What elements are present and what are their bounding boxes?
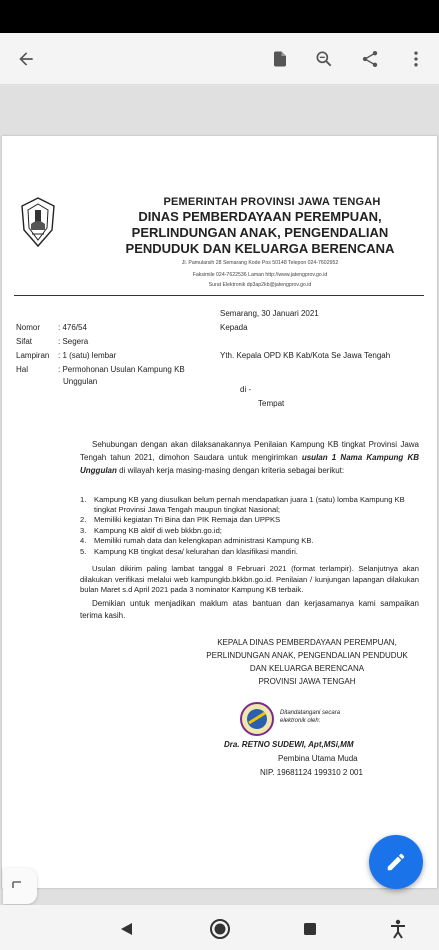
signatory-name: Dra. RETNO SUDEWI, Apt,MSi,MM [224,740,354,749]
letter-date: Semarang, 30 Januari 2021 [220,309,319,318]
address-line: Jl. Pamularsih 28 Semarang Kode Pos 50148 Telepon 024-7602952 [181,260,339,266]
sig-line-1: KEPALA DINAS PEMBERDAYAAN PEREMPUAN, [217,638,397,647]
province-seal-logo [18,196,58,248]
body-paragraph-3: Demikian untuk menjadikan maklum atas bantuan dan kerjasamanya kami sampaikan terima kasih. [80,599,419,620]
list-item: 1. Kampung KB yang diusulkan belum pernah mendapatkan juara 1 (satu) lomba Kampung KB tingkat Provinsi Jawa Tengah maupun tingkat Nasional; [80,495,405,514]
govt-name: PEMERINTAH PROVINSI JAWA TENGAH [163,196,381,208]
lampiran-label: Lampiran [16,351,50,360]
letterhead-divider [14,295,424,296]
list-item: 3. Kampung KB aktif di web bkkbn.go.id; [80,525,222,535]
system-nav-bar [0,905,439,950]
back-arrow-icon[interactable] [12,45,40,73]
esign-text-1: Ditandatangani secara [280,710,341,716]
list-item: 2. Memiliki kegiatan Tri Bina dan PIK Remaja dan UPPKS [80,515,281,524]
recipient: Yth. Kepala OPD KB Kab/Kota Se Jawa Tengah [220,351,391,360]
status-bar [0,0,439,33]
fax-line: Faksimile 024-7622536 Laman http://www.jatengprov.go.id [192,272,328,278]
more-vert-icon[interactable] [402,45,430,73]
sifat-label: Sifat [16,337,33,346]
sig-line-4: PROVINSI JAWA TENGAH [258,677,356,686]
edit-fab-button[interactable] [369,835,423,889]
hal-value-cont: Unggulan [63,377,98,386]
emphasis-usulan: usulan 1 Nama Kampung KB Unggulan [80,453,419,475]
signature-block [182,636,432,688]
hal-value: : Permohonan Usulan Kampung KB [58,365,185,374]
edit-pencil-icon [385,851,407,873]
document-page [2,136,437,888]
nav-home-icon[interactable] [209,918,231,940]
to-label: Kepada [220,323,248,332]
nav-recents-icon[interactable] [303,922,317,936]
document-icon[interactable] [266,45,294,73]
sig-line-2: PERLINDUNGAN ANAK, PENGENDALIAN PENDUDUK [206,651,408,660]
sig-line-3: DAN KELUARGA BERENCANA [249,664,365,673]
dept-line-3: PENDUDUK DAN KELUARGA BERENCANA [125,241,395,256]
nav-back-icon[interactable] [118,921,134,937]
criteria-list [80,495,419,557]
accessibility-icon[interactable] [389,919,407,939]
side-panel-handle[interactable] [3,868,37,904]
signatory-nip: NIP. 19681124 199310 2 001 [260,768,363,777]
app-toolbar [0,33,439,85]
document-viewer[interactable] [0,86,439,908]
di-label: di - [240,385,252,394]
lampiran-value: : 1 (satu) lembar [58,351,117,360]
share-icon[interactable] [356,45,384,73]
list-item: 4. Memiliki rumah data dan kelengkapan administrasi Kampung KB. [80,536,314,545]
sifat-value: : Segera [58,337,89,346]
nomor-label: Nomor [16,323,41,332]
body-paragraph-1: Sehubungan dengan akan dilaksanakannya Penilaian Kampung KB tingkat Provinsi Jawa Tengah tahun 2021, dimohon Saudara untuk mengirimkan usulan 1 Nama Kampung KB Unggulan di wilayah kerja masing-masing dengan kriteria sebagai berikut: [80,440,419,475]
esign-text-2: elektronik oleh: [280,718,321,724]
dept-line-2: PERLINDUNGAN ANAK, PENGENDALIAN [131,225,389,240]
body-paragraph-2: Usulan dikirim paling lambat tanggal 8 Februari 2021 (format terlampir). Selanjutnya akan dilakukan verifikasi melalui web kampungkb.bkkbn.go.id. Penilaian / kunjungan lapangan dilakukan bulan Maret s.d April 2021 pada 3 nominator Kampung KB terbaik. [80,564,419,594]
dept-line-1: DINAS PEMBERDAYAAN PEREMPUAN, [138,209,382,224]
zoom-icon[interactable] [310,45,338,73]
bsre-logo-icon [239,701,275,737]
email-line: Surat Elektronik dp3ap2kb@jatengprov.go.id [208,282,312,288]
signatory-rank: Pembina Utama Muda [278,754,358,763]
hal-label: Hal [16,365,29,374]
list-item: 5. Kampung KB tingkat desa/ kelurahan dan klasifikasi mandiri. [80,546,298,556]
tempat-label: Tempat [258,399,285,408]
nomor-value: : 476/54 [58,323,87,332]
